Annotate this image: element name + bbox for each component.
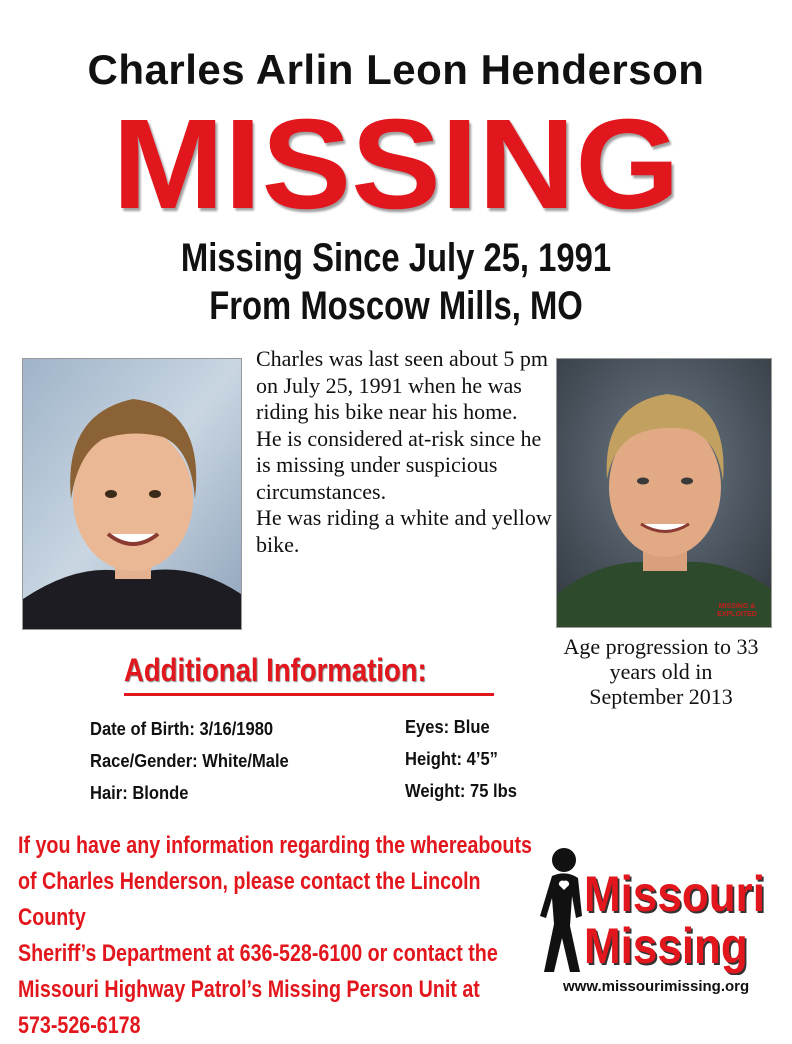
additional-info-heading: Additional Information: (124, 652, 427, 688)
contact-line: of Charles Henderson, please contact the Lincoln County (18, 868, 481, 931)
hair: Hair: Blonde (90, 783, 189, 803)
description (256, 346, 556, 558)
info-right-column (405, 711, 517, 807)
contact-line: 573-526-6178 (18, 1012, 141, 1039)
age-progression-photo (556, 358, 772, 628)
height: Height: 4’5” (405, 749, 498, 769)
missing-title: MISSING (112, 93, 680, 236)
heading-underline (124, 693, 494, 696)
watermark-logo: MISSING & EXPLOITED (717, 603, 757, 618)
child-photo (22, 358, 242, 630)
contact-line: If you have any information regarding the whereabouts (18, 832, 532, 859)
logo-line-missouri: Missouri (584, 866, 765, 922)
contact-line: Sheriff’s Department at 636-528-6100 or contact the (18, 940, 498, 967)
logo-line-missing: Missing (584, 918, 748, 974)
info-left-column (90, 713, 289, 809)
contact-info (18, 828, 535, 1044)
description-paragraph: Charles was last seen about 5 pm on July 25, 1991 when he was riding his bike near his home. (256, 346, 549, 424)
website-url[interactable]: www.missourimissing.org (563, 978, 750, 995)
eyes: Eyes: Blue (405, 717, 490, 737)
weight: Weight: 75 lbs (405, 781, 517, 801)
description-paragraph: He was riding a white and yellow bike. (256, 505, 552, 557)
date-of-birth: Date of Birth: 3/16/1980 (90, 719, 274, 739)
missing-since-block (71, 234, 720, 330)
missing-from-line: From Moscow Mills, MO (209, 284, 583, 328)
contact-line: Missouri Highway Patrol’s Missing Person Unit at (18, 976, 480, 1003)
description-paragraph: He is considered at-risk since he is missing under suspicious circumstances. (256, 425, 542, 504)
missing-since-line: Missing Since July 25, 1991 (180, 236, 612, 280)
missouri-missing-logo (536, 846, 786, 976)
age-progression-caption: Age progression to 33 years old in September 2013 (563, 634, 759, 709)
race-gender: Race/Gender: White/Male (90, 751, 289, 771)
person-name: Charles Arlin Leon Henderson (87, 46, 705, 93)
